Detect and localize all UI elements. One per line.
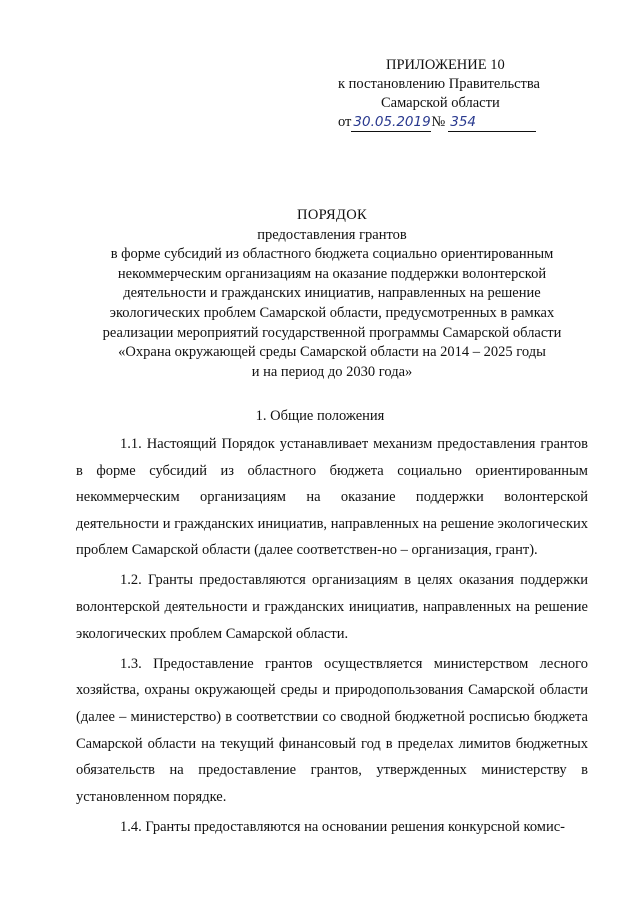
paragraph: 1.3. Предоставление грантов осуществляется министерством лесного хозяйства, охраны окружающей среды и природопользования Самарской области (далее – министерство) в соответствии со сводной бюджетной росписью бюджета Самарской области на текущий финансовый год в пределах лимитов бюджетных обязательств на предоставление грантов, утвержденных министерству в установленном порядке.	[76, 655, 588, 805]
section-heading: 1. Общие положения	[255, 408, 385, 424]
subtitle-line: и на период до 2030 года»	[251, 363, 413, 380]
paragraph: 1.4. Гранты предоставляются на основании решения конкурсной комис-	[120, 818, 566, 835]
appendix-title: ПРИЛОЖЕНИЕ 10	[386, 57, 505, 73]
document-title: ПОРЯДОК	[297, 207, 367, 223]
subtitle-line: деятельности и гражданских инициатив, направленных на решение	[123, 285, 541, 302]
appendix-region-line: Самарской области	[381, 95, 500, 111]
subtitle-line: реализации мероприятий государственной программы Самарской области	[102, 324, 562, 341]
document-body	[76, 431, 588, 844]
number-label: №	[431, 114, 446, 130]
appendix-resolution-line: к постановлению Правительства	[338, 76, 540, 92]
subtitle-line: предоставления грантов	[257, 226, 407, 243]
handwritten-date: 30.05.2019	[353, 114, 431, 130]
subtitle-line: некоммерческим организациям на оказание поддержки волонтерской	[117, 265, 547, 282]
paragraph: 1.2. Гранты предоставляются организациям в целях оказания поддержки волонтерской деятельности и гражданских инициатив, направленных на решение экологических проблем Самарской области.	[76, 572, 588, 642]
paragraph: 1.1. Настоящий Порядок устанавливает механизм предоставления грантов в форме субсидий из областного бюджета социально ориентированным некоммерческим организациям на оказание поддержки волонтерской деятельности и гражданских инициатив, направленных на решение экологических проблем Самарской области (далее соответствен-но – организация, грант).	[76, 436, 588, 559]
from-label: от	[338, 114, 352, 130]
handwritten-number: 354	[448, 114, 536, 132]
document-title-block	[90, 206, 574, 382]
subtitle-line: в форме субсидий из областного бюджета социально ориентированным	[110, 246, 554, 263]
subtitle-line: «Охрана окружающей среды Самарской области на 2014 – 2025 годы	[118, 344, 546, 361]
subtitle-line: экологических проблем Самарской области, предусмотренных в рамках	[109, 304, 555, 321]
appendix-header	[338, 56, 568, 132]
appendix-date-line	[338, 113, 568, 132]
